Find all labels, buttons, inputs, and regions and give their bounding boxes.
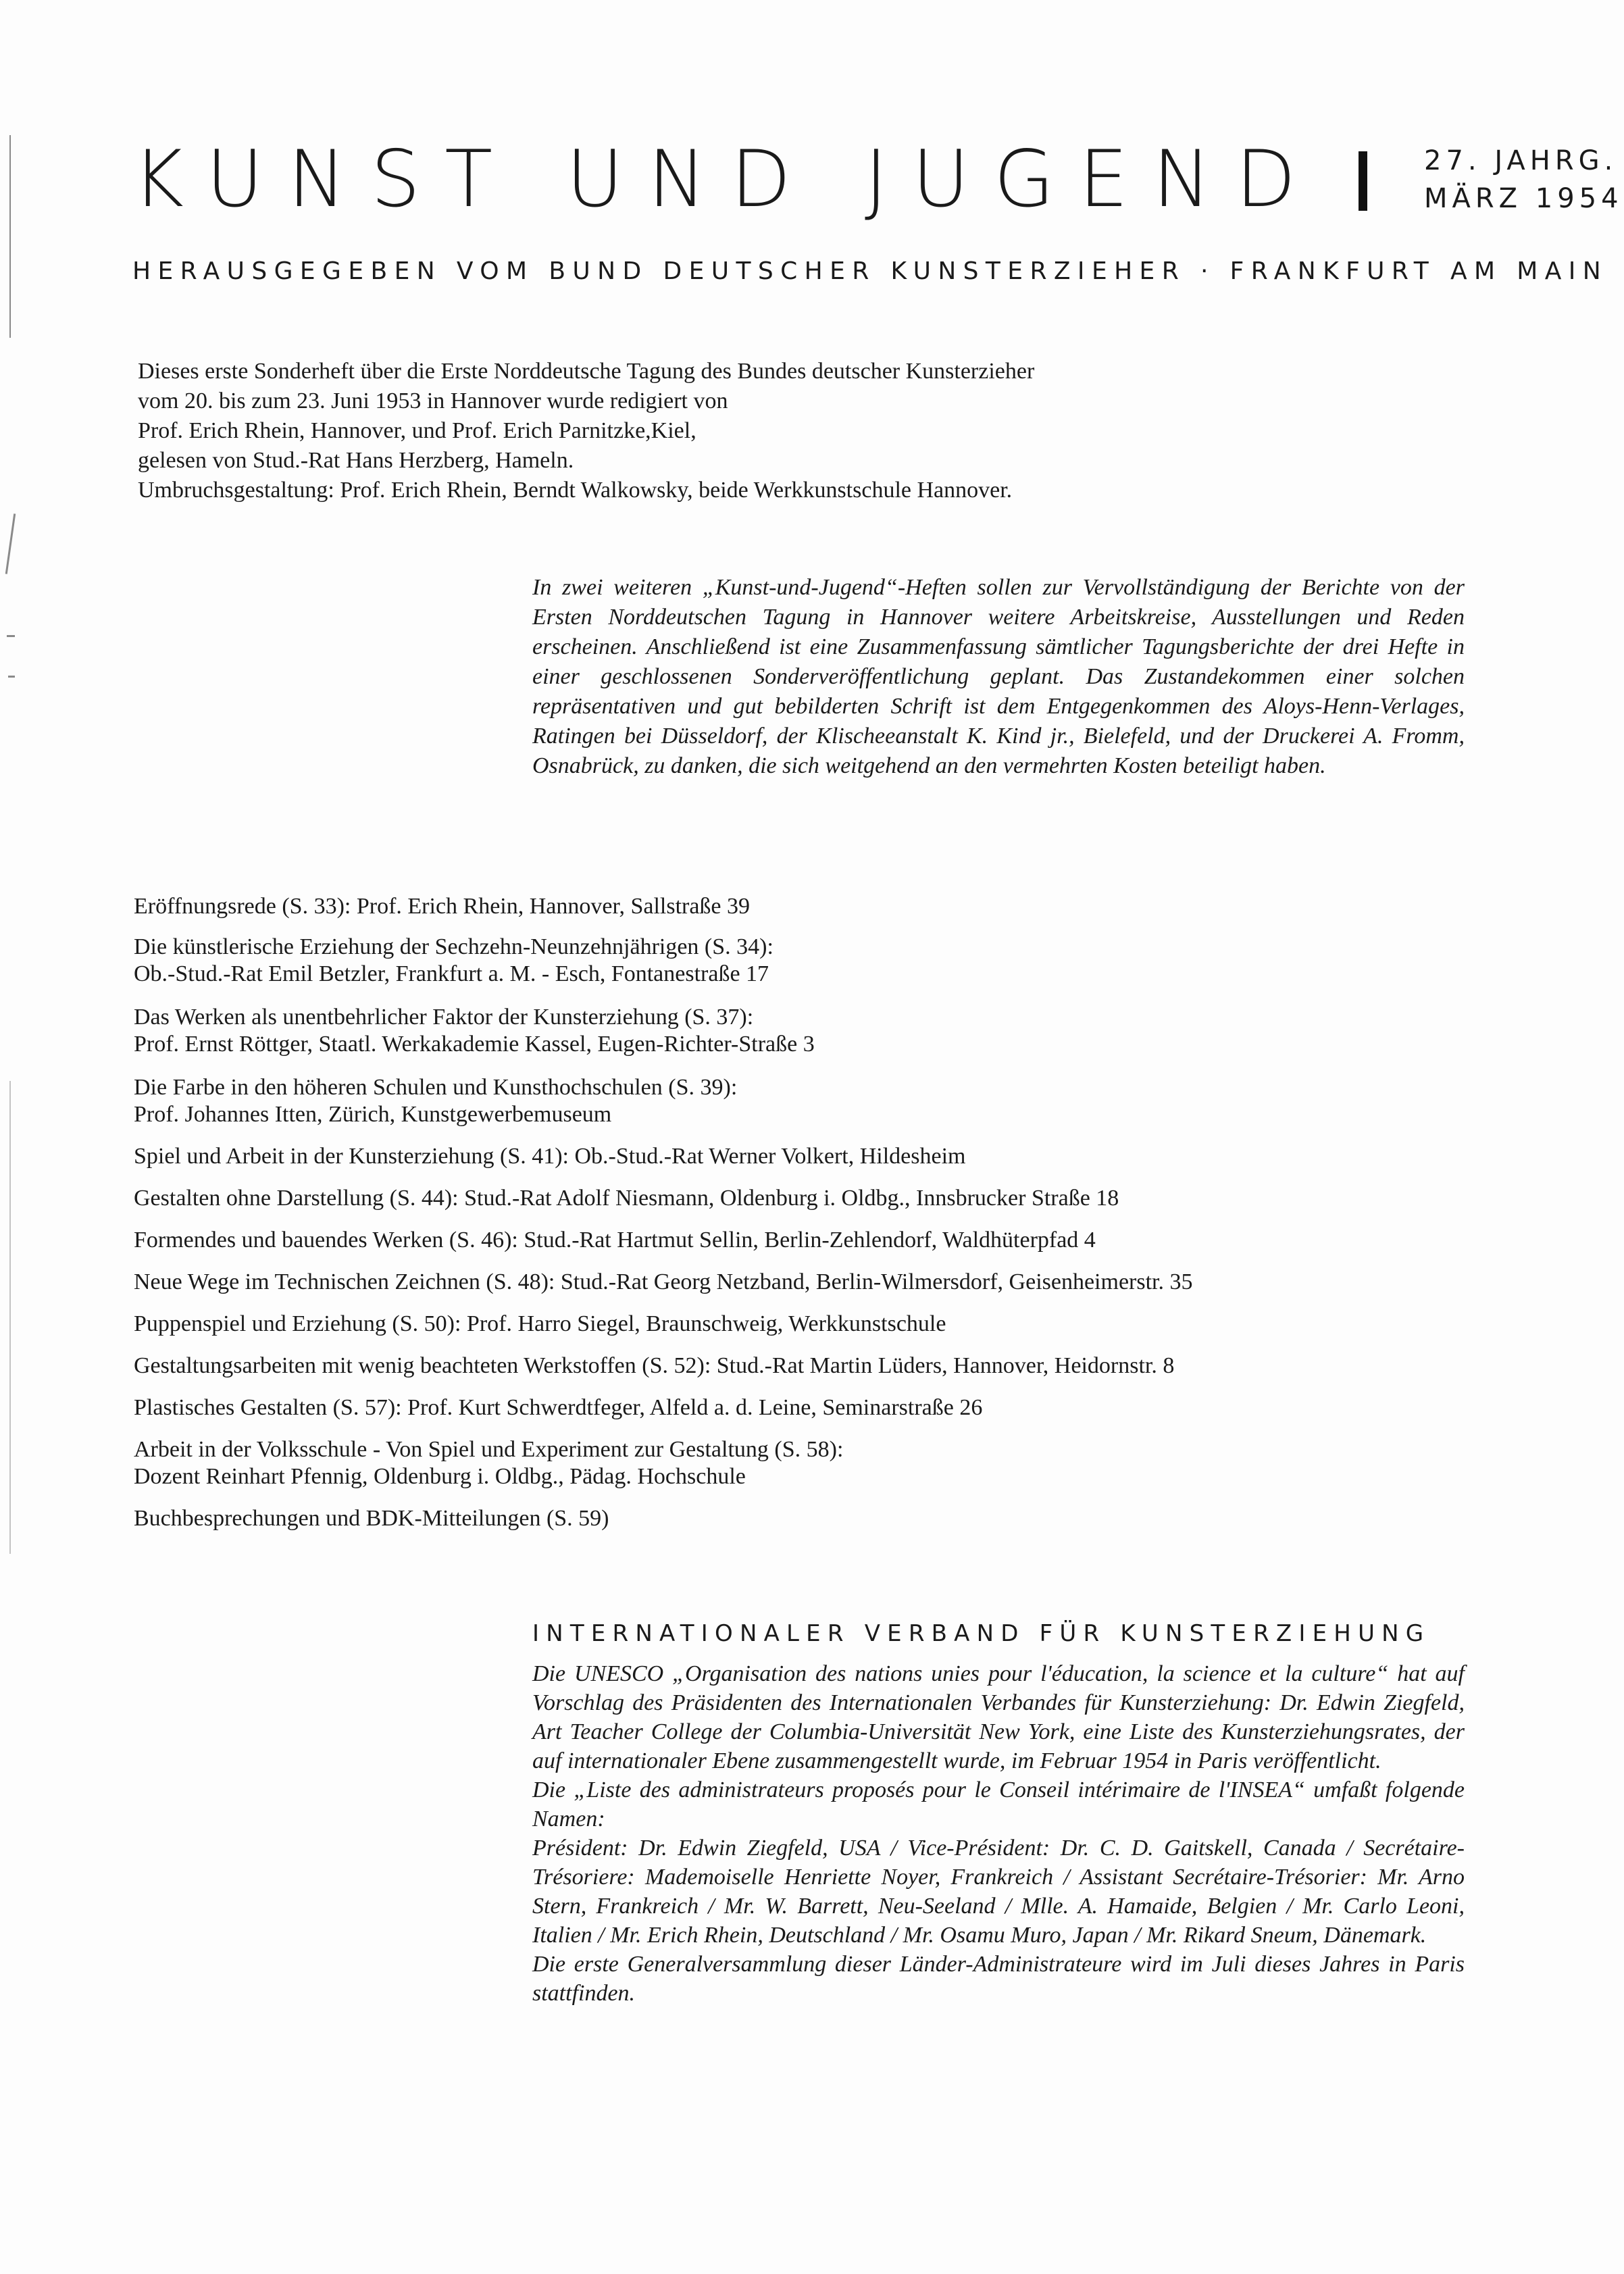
publisher-line: HERAUSGEGEBEN VOM BUND DEUTSCHER KUNSTERZIEHER · FRANKFURT AM MAIN — [132, 257, 1608, 285]
toc-line: Die Farbe in den höheren Schulen und Kunsthochschulen (S. 39): — [134, 1075, 738, 1100]
editorial-credits — [138, 357, 1354, 505]
issue-date: MÄRZ 1954 — [1424, 183, 1623, 214]
toc-line: Ob.-Stud.-Rat Emil Betzler, Frankfurt a. M. - Esch, Fontanestraße 17 — [134, 961, 769, 986]
toc-line: Buchbesprechungen und BDK-Mitteilungen (S. 59) — [134, 1506, 609, 1531]
toc-entry — [134, 934, 773, 988]
issue-year: 27. JAHRG. — [1424, 145, 1618, 176]
paragraph: Die „Liste des administrateurs proposés pour le Conseil intérimaire de l'INSEA“ umfaßt folgende Namen: — [532, 1777, 1465, 1831]
paragraph: Die UNESCO „Organisation des nations unies pour l'éducation, la science et la culture“ hat auf Vorschlag des Präsidenten des Internationalen Verbandes für Kunsterziehung: Dr. Edwin Ziegfeld, Art Teacher College der Columbia-Universität New York, eine Liste des Kunsterziehungsrates, der auf internationaler Ebene zusammengestellt wurde, im Februar 1954 in Paris veröffentlicht. — [532, 1661, 1465, 1773]
editorial-line: gelesen von Stud.-Rat Hans Herzberg, Hameln. — [138, 448, 574, 473]
toc-line: Neue Wege im Technischen Zeichnen (S. 48): Stud.-Rat Georg Netzband, Berlin-Wilmersdorf, Geisenheimerstr. 35 — [134, 1269, 1193, 1294]
publication-note: In zwei weiteren „Kunst-und-Jugend“-Heften sollen zur Vervollständigung der Berichte von der Ersten Norddeutschen Tagung in Hannover weitere Arbeitskreise, Ausstellungen und Reden erscheinen. Anschließend ist eine Zusammenfassung sämtlicher Tagungsberichte der drei Hefte in einer geschlossenen Sonderveröffentlichung geplant. Das Zustandekommen einer solchen repräsentativen und gut bebilderten Schrift ist dem Entgegenkommen des Aloys-Henn-Verlages, Ratingen bei Düsseldorf, der Klischeeanstalt K. Kind jr., Bielefeld, und der Druckerei A. Fromm, Osnabrück, zu danken, die sich weitgehend an den vermehrten Kosten beteiligt haben. — [532, 575, 1465, 778]
toc-entry — [134, 1269, 1193, 1296]
scan-mark — [5, 513, 16, 574]
toc-line: Prof. Ernst Röttger, Staatl. Werkakademie Kassel, Eugen-Richter-Straße 3 — [134, 1032, 815, 1057]
toc-entry — [134, 1143, 965, 1170]
section-heading: INTERNATIONALER VERBAND FÜR KUNSTERZIEHUNG — [532, 1620, 1431, 1647]
toc-entry — [134, 1227, 1096, 1254]
toc-entry — [134, 1394, 982, 1421]
toc-line: Dozent Reinhart Pfennig, Oldenburg i. Oldbg., Pädag. Hochschule — [134, 1464, 746, 1489]
toc-line: Arbeit in der Volksschule - Von Spiel und Experiment zur Gestaltung (S. 58): — [134, 1437, 844, 1462]
toc-entry — [134, 1074, 737, 1128]
toc-line: Die künstlerische Erziehung der Sechzehn-Neunzehnjährigen (S. 34): — [134, 934, 773, 959]
toc-line: Eröffnungsrede (S. 33): Prof. Erich Rhein, Hannover, Sallstraße 39 — [134, 894, 751, 919]
editorial-line: Prof. Erich Rhein, Hannover, und Prof. Erich Parnitzke,Kiel, — [138, 418, 696, 443]
toc-entry — [134, 1353, 1174, 1380]
toc-entry — [134, 1004, 815, 1058]
issue-info — [1424, 142, 1623, 218]
scan-mark — [7, 635, 15, 637]
editorial-line: vom 20. bis zum 23. Juni 1953 in Hannover wurde redigiert von — [138, 388, 728, 413]
toc-line: Formendes und bauendes Werken (S. 46): Stud.-Rat Hartmut Sellin, Berlin-Zehlendorf, Waldhüterpfad 4 — [134, 1228, 1096, 1253]
toc-line: Prof. Johannes Itten, Zürich, Kunstgewerbemuseum — [134, 1102, 612, 1127]
editorial-line: Dieses erste Sonderheft über die Erste Norddeutsche Tagung des Bundes deutscher Kunsterzieher — [138, 359, 1035, 384]
toc-line: Gestalten ohne Darstellung (S. 44): Stud.-Rat Adolf Niesmann, Oldenburg i. Oldbg., Innsbrucker Straße 18 — [134, 1186, 1119, 1211]
magazine-title: KUNST UND JUGEND — [132, 134, 1321, 225]
editorial-line: Umbruchsgestaltung: Prof. Erich Rhein, Berndt Walkowsky, beide Werkkunstschule Hannover. — [138, 478, 1013, 503]
toc-line: Puppenspiel und Erziehung (S. 50): Prof. Harro Siegel, Braunschweig, Werkkunstschule — [134, 1311, 946, 1336]
masthead — [132, 132, 1623, 227]
toc-entry — [134, 893, 750, 920]
scan-mark — [9, 1081, 11, 1554]
toc-line: Plastisches Gestalten (S. 57): Prof. Kurt Schwerdtfeger, Alfeld a. d. Leine, Seminarstraße 26 — [134, 1395, 983, 1420]
toc-line: Spiel und Arbeit in der Kunsterziehung (S. 41): Ob.-Stud.-Rat Werner Volkert, Hildesheim — [134, 1144, 966, 1169]
scan-mark — [8, 676, 15, 678]
toc-line: Gestaltungsarbeiten mit wenig beachteten Werkstoffen (S. 52): Stud.-Rat Martin Lüders, Hannover, Heidornstr. 8 — [134, 1353, 1175, 1378]
toc-entry — [134, 1436, 843, 1490]
toc-entry — [134, 1311, 946, 1338]
scan-mark — [9, 135, 11, 338]
title-rule — [1359, 151, 1367, 211]
toc-line: Das Werken als unentbehrlicher Faktor der Kunsterziehung (S. 37): — [134, 1005, 754, 1030]
section-body — [532, 1659, 1465, 2008]
paragraph: Die erste Generalversammlung dieser Länder-Administrateure wird im Juli dieses Jahres in Paris stattfinden. — [532, 1952, 1465, 2006]
paragraph: Président: Dr. Edwin Ziegfeld, USA / Vice-Président: Dr. C. D. Gaitskell, Canada / Secrétaire-Trésoriere: Mademoiselle Henriette Noyer, Frankreich / Assistant Secrétaire-Trésorier: Mr. Arno Stern, Frankreich / Mr. W. Barrett, Neu-Seeland / Mlle. A. Hamaide, Belgien / Mr. Carlo Leoni, Italien / Mr. Erich Rhein, Deutschland / Mr. Osamu Muro, Japan / Mr. Rikard Sneum, Dänemark. — [532, 1836, 1465, 1948]
toc-entry — [134, 1505, 609, 1532]
toc-entry — [134, 1185, 1119, 1212]
international-section — [532, 1615, 1465, 2008]
